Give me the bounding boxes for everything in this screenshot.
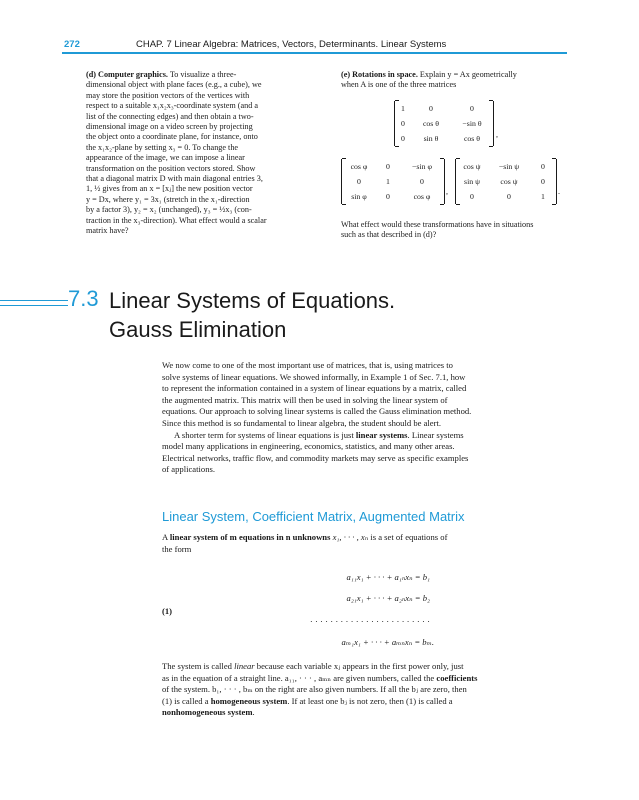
matrix-entry: 1 xyxy=(386,177,390,186)
term-nonhomogeneous: nonhomogeneous system xyxy=(162,707,253,718)
section-rule xyxy=(0,300,68,301)
equation-row: aₘ₁x₁ + · · · + aₘₙxₙ = bₘ. xyxy=(341,637,434,647)
exercise-e-intro: Explain y = Ax geometrically xyxy=(419,70,517,79)
paragraph-line: equations. Our approach to solving linear systems is called the Gauss elimination method. xyxy=(162,406,472,417)
rotation-matrix-x xyxy=(394,101,494,146)
exercise-d-line: may store the position vectors of the vertices with xyxy=(86,90,250,100)
exercise-d-line: transformation on the position vectors stored. Show xyxy=(86,163,256,173)
paragraph-text: The system is called xyxy=(162,661,232,671)
paragraph-line: We now come to one of the most important use of matrices, that is, using matrices to xyxy=(162,360,453,370)
matrix-entry: sin φ xyxy=(351,192,367,201)
paragraph-line: solve systems of linear equations. We showed informally, in Example 1 of Sec. 7.1, how xyxy=(162,371,466,382)
rotation-matrix-z xyxy=(455,159,557,204)
matrix-entry: cos θ xyxy=(463,134,481,143)
exercise-d-line: appearance of the image, we can impose a linear xyxy=(86,153,245,163)
header-rule xyxy=(62,52,567,54)
exercise-e-intro-2: when A is one of the three matrices xyxy=(341,80,457,90)
equation-dots: . . . . . . . . . . . . . . . . . . . . . . . . xyxy=(310,614,430,624)
matrix-entry: 0 xyxy=(470,192,474,201)
paragraph-line: Electrical networks, traffic flow, and commodity markets may serve as specific examples xyxy=(162,452,469,463)
matrix-entry: 0 xyxy=(541,162,545,171)
paragraph-text: because each variable xⱼ appears in the first power only, just xyxy=(256,661,464,671)
exercise-e-label: (e) Rotations in space. xyxy=(341,70,418,79)
equation-row: a₂₁x₁ + · · · + a₂ₙxₙ = b₂ xyxy=(346,593,430,603)
intro-paragraph xyxy=(162,360,564,476)
exercise-d-line: To visualize a three- xyxy=(169,70,237,79)
section-number: 7.3 xyxy=(68,286,99,311)
matrix-entry: 0 xyxy=(401,119,405,128)
matrix-entry: cos θ xyxy=(422,119,440,128)
exercise-d-line: traction in the x₃-direction). What effect would a scalar xyxy=(86,215,267,225)
exercise-e-question-line: What effect would these transformations have in situations xyxy=(341,220,534,229)
matrix-entry: cos φ xyxy=(413,192,431,201)
paragraph-line: the augmented matrix. This matrix will then be used in solving the linear system of xyxy=(162,394,448,405)
paragraph-line: model many applications in engineering, economics, statistics, and many other areas. xyxy=(162,441,455,452)
section-title-line: Linear Systems of Equations. xyxy=(109,288,396,313)
matrix-entry: cos φ xyxy=(350,162,368,171)
matrix-entry: 1 xyxy=(541,192,545,201)
math-unknowns: x₁, · · · , xₙ xyxy=(332,532,369,542)
paragraph-line: to represent the information contained in a system of linear equations by a matrix, called xyxy=(162,383,467,394)
matrix-comma: , xyxy=(496,130,498,139)
definition-paragraph xyxy=(162,532,564,555)
matrix-entry: −sin ψ xyxy=(498,162,520,171)
matrix-entry: 0 xyxy=(507,192,511,201)
matrix-entry: 0 xyxy=(541,177,545,186)
matrix-comma: , xyxy=(446,187,448,196)
exercise-d-line: matrix have? xyxy=(86,226,129,236)
exercise-d-line: respect to a suitable x₁x₂x₃-coordinate system (and a xyxy=(86,101,259,111)
exercise-e xyxy=(341,70,565,91)
running-head: CHAP. 7 Linear Algebra: Matrices, Vectors, Determinants. Linear Systems xyxy=(136,39,447,50)
subsection-title: Linear System, Coefficient Matrix, Augmented Matrix xyxy=(162,509,465,524)
matrix-entry: cos ψ xyxy=(463,162,481,171)
exercise-d-line: that a diagonal matrix D with main diagonal entries 3, xyxy=(86,174,263,184)
exercise-d-line: the x₁x₂-plane by setting x₃ = 0. To change the xyxy=(86,142,239,152)
closing-paragraph xyxy=(162,661,564,719)
matrix-entry: −sin φ xyxy=(412,162,432,171)
exercise-d-label: (d) Computer graphics. xyxy=(86,70,168,79)
paragraph-text: . If at least one bⱼ is not zero, then (1) is called a xyxy=(287,695,453,706)
page-number: 272 xyxy=(64,39,80,50)
equation-label: (1) xyxy=(162,606,173,616)
matrix-entry: 0 xyxy=(386,192,390,201)
matrix-entry: −sin θ xyxy=(462,119,482,128)
matrix-entry: cos ψ xyxy=(500,177,518,186)
matrix-entry: 0 xyxy=(429,104,433,113)
paragraph-line: the form xyxy=(162,543,192,554)
rotation-matrix-y xyxy=(341,159,445,204)
equation-row: a₁₁x₁ + · · · + a₁ₙxₙ = b₁ xyxy=(346,572,430,582)
exercise-d-line: list of the connecting edges) and then obtain a two- xyxy=(86,111,254,121)
paragraph-text: (1) is called a xyxy=(162,695,209,706)
exercise-d-line: dimensional image on a video screen by projecting xyxy=(86,122,253,132)
term-coefficients: coefficients xyxy=(436,672,478,683)
paragraph-text: . xyxy=(252,707,255,718)
exercise-e-question-line: such as that described in (d)? xyxy=(341,230,437,240)
exercise-e-question xyxy=(341,220,565,241)
exercise-d-line: dimensional object with plane faces (e.g., a cube), we xyxy=(86,80,262,90)
term-linear: linear xyxy=(234,661,255,671)
paragraph-line: of the system. b₁, · · · , bₘ on the right are also given numbers. If all the bⱼ are zero, then xyxy=(162,684,467,695)
exercise-d-line: by a factor 3), y₂ = x₂ (unchanged), y₃ = ½x₃ (con- xyxy=(86,205,252,215)
paragraph-text: A shorter term for systems of linear equations is just xyxy=(174,429,354,440)
paragraph-text: A xyxy=(162,532,168,542)
matrix-entry: 0 xyxy=(420,177,424,186)
term-homogeneous: homogeneous system xyxy=(210,695,288,706)
section-rule xyxy=(0,305,68,306)
matrix-period: . xyxy=(558,187,560,196)
exercise-d xyxy=(86,70,304,237)
matrix-entry: 0 xyxy=(401,134,405,143)
exercise-d-line: the object onto a coordinate plane, for instance, onto xyxy=(86,132,258,142)
matrix-entry: 0 xyxy=(386,162,390,171)
matrix-entry: 1 xyxy=(401,104,405,113)
paragraph-line: of applications. xyxy=(162,464,215,475)
exercise-d-line: 1, ½ gives from an x = [xⱼ] the new position vector xyxy=(86,184,253,194)
term-linear-systems: linear systems xyxy=(355,429,408,440)
paragraph-text: is a set of equations of xyxy=(370,532,448,542)
matrix-entry: 0 xyxy=(470,104,474,113)
exercise-d-line: y = Dx, where y₁ = 3x₁ (stretch in the x₁-direction xyxy=(86,194,250,204)
section-title-line: Gauss Elimination xyxy=(109,317,287,342)
matrix-entry: sin ψ xyxy=(464,177,480,186)
section-title xyxy=(109,286,529,344)
matrix-entry: sin θ xyxy=(423,134,439,143)
paragraph-text: as in the equation of a straight line. a₁₁, · · · , aₘₙ are given numbers, called the xyxy=(162,672,435,683)
matrix-entry: 0 xyxy=(357,177,361,186)
term-linear-system: linear system of m equations in n unknowns xyxy=(169,532,331,542)
paragraph-line: Since this method is so fundamental to linear algebra, the student should be alert. xyxy=(162,417,441,428)
paragraph-text: . Linear systems xyxy=(407,429,464,440)
